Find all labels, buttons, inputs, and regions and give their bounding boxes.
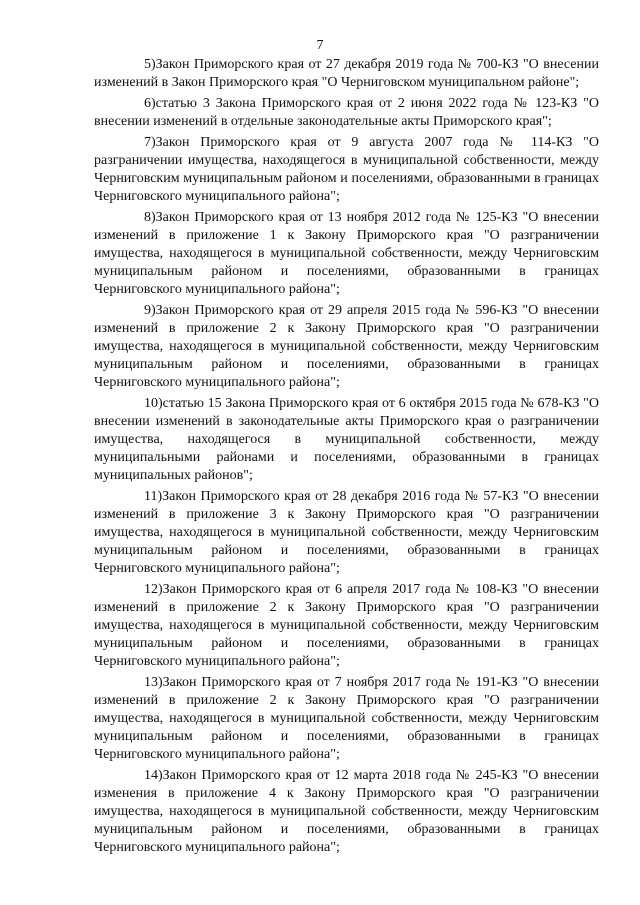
list-item: 14)Закон Приморского края от 12 марта 2018 года № 245-КЗ "О внесении изменения в приложение 4 к Закону Приморского края "О разграничении имущества, находящегося в муниципальной собственности, между Черниговским муниципальным районом и поселениями, образованными в границах Черниговского муниципального района"; (94, 768, 599, 855)
list-item: 7)Закон Приморского края от 9 августа 2007 года № 114-КЗ "О разграничении имущества, находящегося в муниципальной собственности, между Черниговским муниципальным районом и поселениями, образованными в границах Черниговского муниципального района"; (94, 135, 599, 204)
list-item: 8)Закон Приморского края от 13 ноября 2012 года № 125-КЗ "О внесении изменений в приложение 1 к Закону Приморского края "О разграничении имущества, находящегося в муниципальной собственности, между Черниговским муниципальным районом и поселениями, образованными в границах Черниговского муниципального района"; (94, 210, 599, 297)
list-item: 10)статью 15 Закона Приморского края от 6 октября 2015 года № 678-КЗ "О внесении изменений в законодательные акты Приморского края о разграничении имущества, находящегося в муниципальной собственности, между муниципальными районами и поселениями, образованными в границах муниципальных районов"; (94, 396, 599, 483)
page-number: 7 (316, 38, 324, 53)
list-item: 5)Закон Приморского края от 27 декабря 2019 года № 700-КЗ "О внесении изменений в Закон Приморского края "О Черниговском муниципальном районе"; (94, 57, 599, 90)
list-item: 12)Закон Приморского края от 6 апреля 2017 года № 108-КЗ "О внесении изменений в приложение 2 к Закону Приморского края "О разграничении имущества, находящегося в муниципальной собственности, между Черниговским муниципальным районом и поселениями, образованными в границах Черниговского муниципального района"; (94, 582, 599, 669)
list-item: 6)статью 3 Закона Приморского края от 2 июня 2022 года № 123-КЗ "О внесении изменений в отдельные законодательные акты Приморского края"; (94, 96, 599, 129)
list-item: 13)Закон Приморского края от 7 ноября 2017 года № 191-КЗ "О внесении изменений в приложение 2 к Закону Приморского края "О разграничении имущества, находящегося в муниципальной собственности, между Черниговским муниципальным районом и поселениями, образованными в границах Черниговского муниципального района"; (94, 675, 599, 762)
list-item: 11)Закон Приморского края от 28 декабря 2016 года № 57-КЗ "О внесении изменений в приложение 3 к Закону Приморского края "О разграничении имущества, находящегося в муниципальной собственности, между Черниговским муниципальным районом и поселениями, образованными в границах Черниговского муниципального района"; (94, 489, 599, 576)
list-item: 9)Закон Приморского края от 29 апреля 2015 года № 596-КЗ "О внесении изменений в приложение 2 к Закону Приморского края "О разграничении имущества, находящегося в муниципальной собственности, между Черниговским муниципальным районом и поселениями, образованными в границах Черниговского муниципального района"; (94, 303, 599, 390)
document-body (94, 56, 599, 860)
